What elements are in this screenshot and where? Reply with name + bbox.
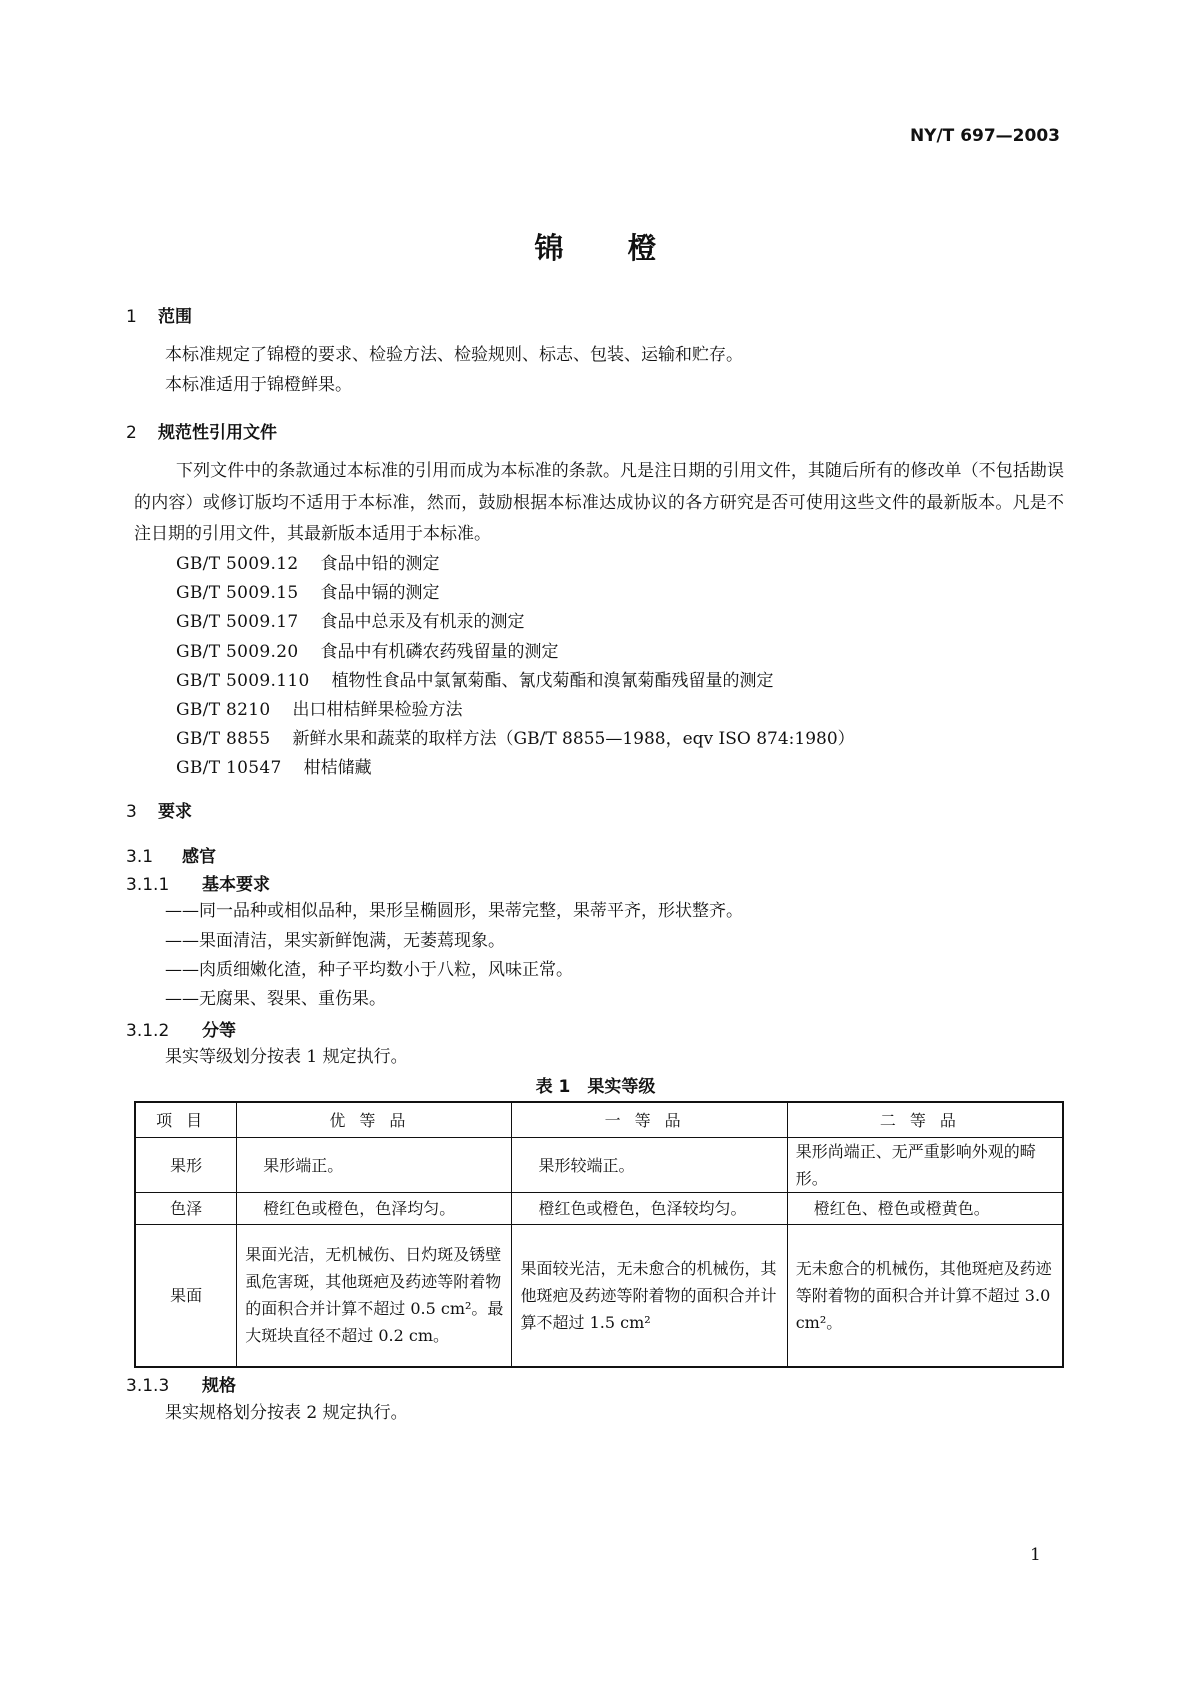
section-number: 3.1.1 [126,875,170,895]
reference-name: 食品中镉的测定 [320,583,440,603]
cell-second-grade: 无未愈合的机械伤，其他斑疤及药迹等附着物的面积合并计算不超过 3.0 cm²。 [787,1225,1063,1367]
row-item: 色泽 [135,1193,237,1225]
reference-item [176,666,774,691]
section-number: 2 [126,423,137,443]
table-row [135,1138,1063,1193]
basic-requirement-item: ——果面清洁，果实新鲜饱满，无萎蔫现象。 [165,931,505,951]
header-second-grade: 二等品 [787,1102,1063,1138]
section-2-heading [126,418,277,443]
section-3-heading [126,797,192,822]
section-3-1-2-heading [126,1016,236,1041]
reference-item [176,607,524,632]
reference-code: GB/T 8210 [176,700,271,720]
reference-code: GB/T 10547 [176,758,282,778]
reference-name: 食品中有机磷农药残留量的测定 [320,642,559,662]
table-caption: 表 1 果实等级 [535,1077,656,1097]
section-title: 规格 [202,1376,236,1396]
section-title: 要求 [158,802,192,822]
section-3-1-3-heading [126,1371,236,1396]
reference-code: GB/T 5009.20 [176,642,299,662]
cell-second-grade: 橙红色、橙色或橙黄色。 [787,1193,1063,1225]
cell-first-grade: 果面较光洁，无未愈合的机械伤，其他斑疤及药迹等附着物的面积合并计算不超过 1.5 cm² [512,1225,787,1367]
cell-first-grade: 果形较端正。 [512,1138,787,1193]
row-item: 果形 [135,1138,237,1193]
basic-requirement-item: ——同一品种或相似品种，果形呈椭圆形，果蒂完整，果蒂平齐，形状整齐。 [165,901,743,921]
reference-code: GB/T 5009.12 [176,554,299,574]
fruit-grade-table [134,1101,1064,1368]
table-row [135,1225,1063,1367]
table-row [135,1193,1063,1225]
section-title: 感官 [182,847,216,867]
reference-item [176,637,558,662]
reference-item [176,753,372,778]
cell-premium: 果面光洁，无机械伤、日灼斑及锈壁虱危害斑，其他斑疤及药迹等附着物的面积合并计算不超过 0.5 cm²。最大斑块直径不超过 0.2 cm。 [237,1225,512,1367]
reference-code: GB/T 5009.110 [176,671,310,691]
page-number: 1 [1030,1545,1041,1565]
section-number: 3.1.3 [126,1376,170,1396]
reference-item [176,578,439,603]
reference-name: 食品中铅的测定 [320,554,440,574]
reference-name: 新鲜水果和蔬菜的取样方法（GB/T 8855—1988，eqv ISO 874:1980） [292,729,855,749]
document-title: 锦橙 [534,231,721,265]
reference-item [176,549,439,574]
header-item: 项目 [135,1102,237,1138]
cell-first-grade: 橙红色或橙色，色泽较均匀。 [512,1193,787,1225]
section-number: 3 [126,802,137,822]
cell-second-grade: 果形尚端正、无严重影响外观的畸形。 [787,1138,1063,1193]
section-3-1-heading [126,842,216,867]
reference-item [176,695,463,720]
section-title: 基本要求 [202,875,270,895]
reference-code: GB/T 5009.15 [176,583,299,603]
reference-name: 柑桔储藏 [303,758,372,778]
section-number: 3.1.2 [126,1021,170,1041]
header-first-grade: 一等品 [512,1102,787,1138]
header-premium: 优等品 [237,1102,512,1138]
scope-paragraph-2: 本标准适用于锦橙鲜果。 [165,375,352,395]
section-title: 规范性引用文件 [158,423,277,443]
section-number: 3.1 [126,847,154,867]
normative-references-intro: 下列文件中的条款通过本标准的引用而成为本标准的条款。凡是注日期的引用文件，其随后所有的修改单（不包括勘误的内容）或修订版均不适用于本标准，然而，鼓励根据本标准达成协议的各方研究是否可使用这些文件的最新版本。凡是不注日期的引用文件，其最新版本适用于本标准。 [134,461,1064,544]
cell-premium: 橙红色或橙色，色泽均匀。 [237,1193,512,1225]
cell-premium: 果形端正。 [237,1138,512,1193]
section-1-heading [126,302,192,327]
reference-code: GB/T 8855 [176,729,271,749]
reference-name: 出口柑桔鲜果检验方法 [292,700,463,720]
section-3-1-1-heading [126,870,270,895]
section-title: 分等 [202,1021,236,1041]
grading-paragraph: 果实等级划分按表 1 规定执行。 [165,1047,408,1067]
basic-requirement-item: ——肉质细嫩化渣，种子平均数小于八粒，风味正常。 [165,960,573,980]
table-header-row [135,1102,1063,1138]
section-title: 范围 [158,307,192,327]
scope-paragraph-1: 本标准规定了锦橙的要求、检验方法、检验规则、标志、包装、运输和贮存。 [165,345,743,365]
row-item: 果面 [135,1225,237,1367]
basic-requirement-item: ——无腐果、裂果、重伤果。 [165,989,386,1009]
reference-name: 食品中总汞及有机汞的测定 [320,612,525,632]
reference-item [176,724,855,749]
standard-number: NY/T 697—2003 [909,126,1060,146]
specification-paragraph: 果实规格划分按表 2 规定执行。 [165,1403,408,1423]
section-number: 1 [126,307,137,327]
reference-code: GB/T 5009.17 [176,612,299,632]
reference-name: 植物性食品中氯氰菊酯、氰戊菊酯和溴氰菊酯残留量的测定 [331,671,774,691]
